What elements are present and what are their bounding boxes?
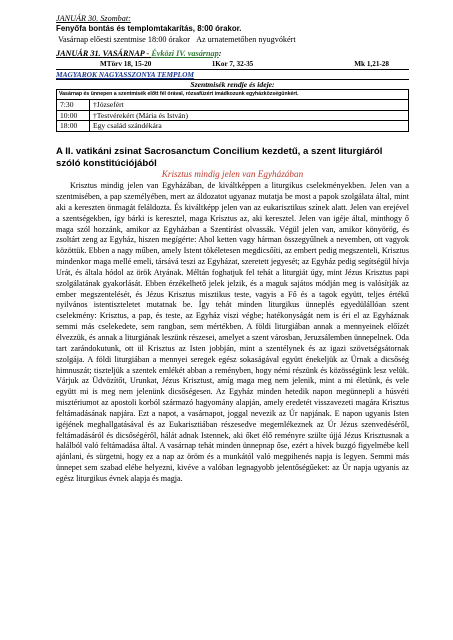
rosary-note: Vasárnap és ünnepen a szentmisék előtt fél órával, rózsafüzért imádkozunk egyházközségünkért. xyxy=(59,90,299,97)
mass-intention: Egy család szándékára xyxy=(90,121,409,132)
reading-gospel: Mk 1,21-28 xyxy=(354,59,389,68)
mass-time: 18:00 xyxy=(57,121,90,132)
table-row xyxy=(57,121,409,132)
reading-second: 1Kor 7, 32-35 xyxy=(211,59,254,68)
readings-row xyxy=(56,60,409,69)
church-name: MAGYAROK NAGYASSZONYA TEMPLOM xyxy=(56,69,194,79)
article-title-line1: A II. vatikáni zsinat Sacrosanctum Concilium kezdetű, a szent liturgiáról xyxy=(56,146,383,157)
article-body xyxy=(56,181,409,485)
article-subtitle: Krisztus mindig jelen van Egyházában xyxy=(161,169,304,180)
mass-time: 10:00 xyxy=(57,110,90,121)
jan30-evening-mass xyxy=(56,35,409,45)
mass-intention: †Testvérekért (Mária és István) xyxy=(90,110,409,121)
jan30-cleaning: Fenyőfa bontás és templomtakarítás, 8:00 órakor. xyxy=(56,24,242,34)
evening-mass-text: Vasárnap előesti szentmise 18:00 órakor xyxy=(58,34,190,44)
article xyxy=(56,146,409,485)
jan31-header xyxy=(56,49,409,59)
article-paragraph: Krisztus mindig jelen van Egyházában, de kiváltképpen a liturgikus cselekményekben. Jelen van a szentmisében, a pap személyében, mert az áldozatot ugyanaz mutatja be most a papok szolgálata által, mint aki a kereszten önmagát feláldozta. És kiváltképp jelen van az eukarisztikus színek alatt. Jelen van erejével a szentségekben, így bárki is keresztel, maga Krisztus az, aki keresztel. Jelen van igéje által, minthogy ő maga szól hozzánk, amikor az Egyházban a Szentírást olvassák. Végül jelen van, amikor könyörög, és zsoltárt zeng az Egyház, hiszen megígérte: Ahol ketten vagy hárman összegyűlnek a nevemben, ott vagyok közöttük. Ebben a nagy műben, amely Istent tökéletesen megdicsőíti, az embert pedig megszenteli, Krisztus mindenkor maga mellé emeli, társává teszi az Egyházat, szeretett jegyesét; az Egyház pedig segítségül hívja Urát, és általa hódol az örök Atyának. Méltán foghatjuk fel tehát a liturgiát úgy, mint Jézus Krisztus papi szolgálatának gyakorlását. Ebben érzékelhető jelek jelzik, és a maguk sajátos módján meg is valósítják az ember megszentelését, és Jézus Krisztus misztikus teste, vagyis a Fő és a tagok együtt, teljes értékű nyilvános istentiszteletet mutatnak be. Így tehát minden liturgikus ünneplés egyedülállóan szent cselekmény: Krisztus, a pap, és teste, az Egyház viszi végbe; hatékonyságát nem is éri el az Egyháznak semmi más cselekedete, sem rangban, sem mértékben. A földi liturgiában annak a mennyeinek előízét élvezzük, és annak a liturgiának leszünk részesei, amelyet a szent városban, Jeruzsálemben ünnepelnek. Oda tart zarándokutunk, ott ül Krisztus az Isten jobbján, mint a szentélynek és az igazi szövetségsátornak szolgája. A földi liturgiában a mennyei seregek egész sokaságával együtt énekeljük az Úrnak a dicsőség himnuszát; tiszteljük a szentek emlékét abban a reményben, hogy némi részünk és közösségünk lesz velük. Várjuk az Üdvözítőt, Urunkat, Jézus Krisztust, amíg maga meg nem jelenik, mint a mi életünk, és vele együtt mi is meg nem jelenünk dicsőségesen. Az Egyház minden hetedik napon megünnepli a húsvéti misztériumot az apostoli korból származó hagyomány alapján, amely eredetét visszavezeti magára Krisztus feltámadásának napjára. Ezt a napot, a vasárnapot, joggal nevezik az Úr napjának. E napon ugyanis Isten igéjének meghallgatásával és az Eukarisztiában részesedve megemlékeznek az Úr Jézus szenvedéséről, feltámadásáról és dicsőségéről, hálát adnak Istennek, aki őket élő reményre szülte újjá Jézus Krisztusnak a halálból való feltámadása által. A vasárnap tehát minden ünnepnap őse, ezért a hívek buzgó figyelmébe kell ajánlani, és sürgetni, hogy ez a nap az öröm és a munkától való megpihenés napja is legyen. Semmi más ünnepet sem szabad elébe helyezni, kivéve a valóban legnagyobb jelentőségűeket: az Úr napja ugyanis az egész liturgikus évnek alapja és magja. xyxy=(56,181,409,483)
table-row xyxy=(57,110,409,121)
table-row xyxy=(57,100,409,111)
rosary-note-cell xyxy=(57,89,409,100)
mass-schedule-caption: Szentmisék rendje és ideje: xyxy=(190,79,275,89)
article-title-line2: szóló konstitúciójából xyxy=(56,157,157,169)
header-colon: : xyxy=(218,49,222,59)
mass-time: 7:30 xyxy=(57,100,90,111)
mass-table xyxy=(56,89,409,132)
mass-intention: †Józsefért xyxy=(90,100,409,111)
jan30-section xyxy=(56,14,409,45)
jan31-section xyxy=(56,49,409,132)
evening-mass-intention: Az urnatemetőben nyugvókért xyxy=(196,34,296,44)
jan31-date: JANUÁR 31. VASÁRNAP - xyxy=(56,49,152,59)
liturgical-season: Évközi IV. vasárnap xyxy=(151,49,219,59)
article-title xyxy=(56,146,409,169)
reading-first: MTörv 18, 15-20 xyxy=(100,59,152,68)
jan30-date: JANUÁR 30. Szombat: xyxy=(56,14,131,23)
